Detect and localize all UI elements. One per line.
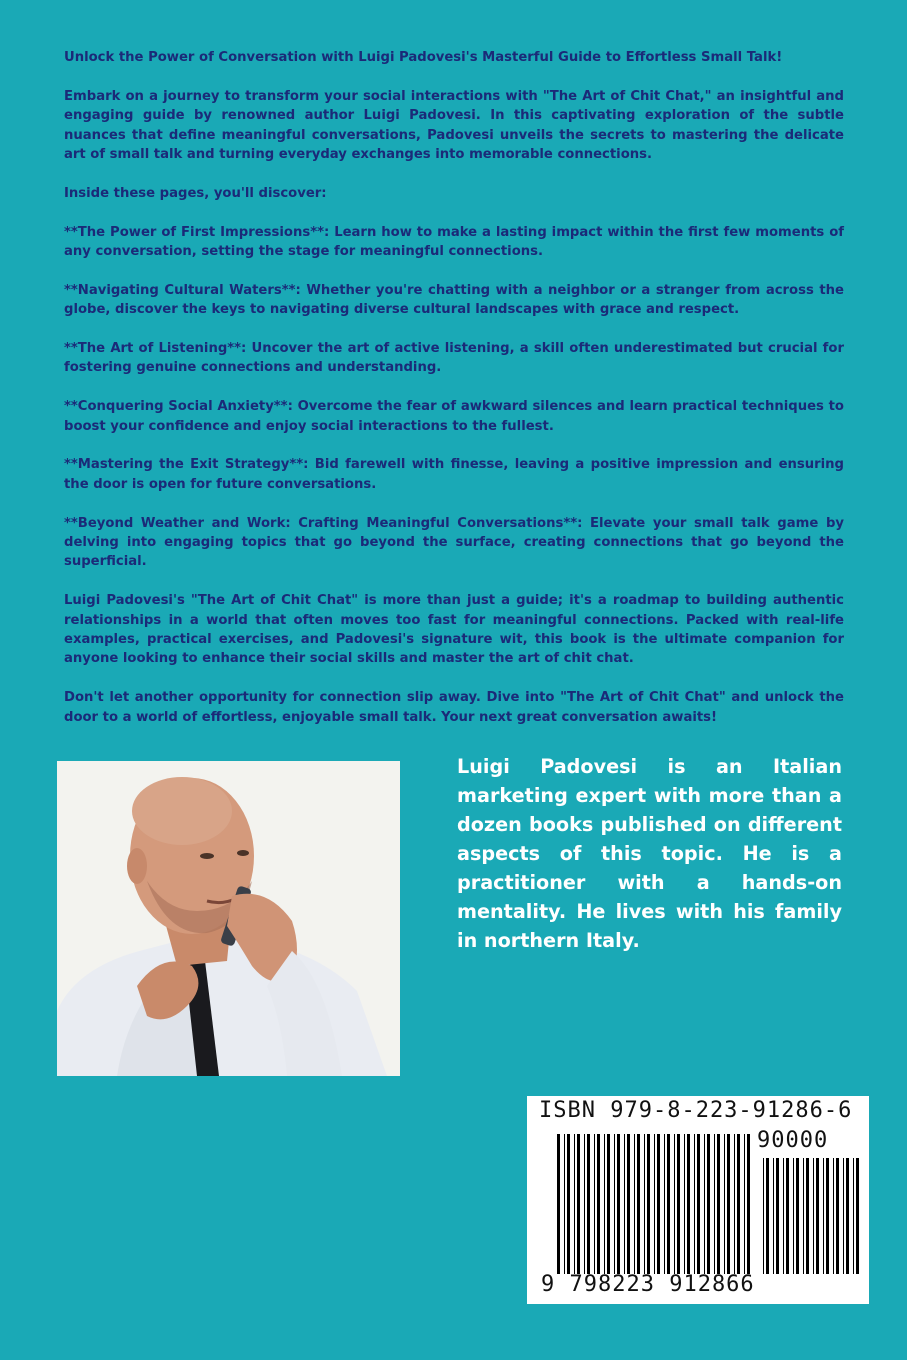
barcode-bar (734, 1134, 735, 1274)
barcode-bar (597, 1134, 600, 1274)
barcode-bar (714, 1134, 715, 1274)
ean-number: 9 798223 912866 (541, 1272, 755, 1297)
blurb-summary: Luigi Padovesi's "The Art of Chit Chat" is more than just a guide; it's a roadmap to building authentic relationships in a world that often moves too fast for meaningful connections. Packed with real-life examples, practical exercises, and Padovesi's signature wit, this book is the ultimate companion for anyone looking to enhance their social skills and master the art of chit chat. (64, 593, 844, 667)
barcode-bar (684, 1134, 685, 1274)
barcode-bar (697, 1134, 700, 1274)
blurb-point: **Mastering the Exit Strategy**: Bid farewell with finesse, leaving a positive impression and ensuring the door is open for future conversations. (64, 457, 844, 492)
barcode-bar (763, 1158, 764, 1274)
barcode-bar (747, 1134, 750, 1274)
barcode-bar (654, 1134, 655, 1274)
barcode-bar (737, 1134, 740, 1274)
blurb-point: **Navigating Cultural Waters**: Whether you're chatting with a neighbor or a stranger from across the globe, discover the keys to navigating diverse cultural landscapes with grace and respect. (64, 282, 844, 318)
barcode-bar (816, 1158, 819, 1274)
blurb-closing: Don't let another opportunity for connection slip away. Dive into "The Art of Chit Chat" and unlock the door to a world of effortless, enjoyable small talk. Your next great conversation awaits! (64, 690, 844, 725)
barcode-bar (574, 1134, 575, 1274)
barcode-bar (627, 1134, 630, 1274)
blurb-inside: Inside these pages, you'll discover: (64, 185, 327, 201)
barcode-bar (717, 1134, 720, 1274)
barcode-bar (796, 1158, 799, 1274)
barcode-bar (687, 1134, 690, 1274)
barcode-bar (786, 1158, 789, 1274)
barcode-bar (644, 1134, 645, 1274)
barcode-bar (604, 1134, 605, 1274)
barcode-bar (773, 1158, 774, 1274)
barcode-bar (813, 1158, 814, 1274)
blurb-point: **The Power of First Impressions**: Learn how to make a lasting impact within the first few moments of any conversation, setting the stage for meaningful connections. (64, 224, 844, 260)
barcode-bar (803, 1158, 804, 1274)
barcode-bar (823, 1158, 824, 1274)
blurb-point: **The Art of Listening**: Uncover the art of active listening, a skill often underestimated but crucial for fostering genuine connections and understanding. (64, 341, 844, 376)
isbn-barcode (527, 1096, 869, 1304)
barcode-bar (594, 1134, 595, 1274)
barcode-bar (614, 1134, 615, 1274)
barcode-bar (826, 1158, 829, 1274)
barcode-bar (567, 1134, 570, 1274)
barcode-bar (846, 1158, 849, 1274)
barcode-bar (724, 1134, 725, 1274)
barcode-bar (793, 1158, 794, 1274)
author-photo-illustration (57, 761, 400, 1076)
barcode-bar (856, 1158, 859, 1274)
barcode-bar (647, 1134, 650, 1274)
barcode-bar (624, 1134, 625, 1274)
barcode-bar (667, 1134, 670, 1274)
barcode-bar (833, 1158, 834, 1274)
barcode-bar (853, 1158, 854, 1274)
barcode-bar (836, 1158, 839, 1274)
blurb-intro: Embark on a journey to transform your social interactions with "The Art of Chit Chat," an insightful and engaging guide by renowned author Luigi Padovesi. In this captivating exploration of the subtle nuances that define meaningful conversations, Padovesi unveils the secrets to mastering the delicate art of small talk and turning everyday exchanges into memorable connections. (64, 88, 844, 163)
barcode-bar (557, 1134, 560, 1274)
barcode-bar (664, 1134, 665, 1274)
blurb-point: **Beyond Weather and Work: Crafting Meaningful Conversations**: Elevate your small talk game by delving into engaging topics that go beyond the surface, creating connections that go beyond the superficial. (64, 515, 844, 570)
barcode-bar (783, 1158, 784, 1274)
blurb-point: **Conquering Social Anxiety**: Overcome the fear of awkward silences and learn practical techniques to boost your confidence and enjoy social interactions to the fullest. (64, 399, 844, 434)
barcode-bar (806, 1158, 809, 1274)
barcode-bar (766, 1158, 769, 1274)
back-cover-blurb (64, 48, 844, 746)
barcode-bar (694, 1134, 695, 1274)
barcode-bar (674, 1134, 675, 1274)
blurb-headline: Unlock the Power of Conversation with Luigi Padovesi's Masterful Guide to Effortless Small Talk! (64, 50, 783, 65)
barcode-bar (727, 1134, 730, 1274)
isbn-label: ISBN 979-8-223-91286-6 (539, 1098, 853, 1123)
author-photo (57, 761, 400, 1076)
barcode-bar (776, 1158, 779, 1274)
barcode-bar (637, 1134, 640, 1274)
barcode-bar (843, 1158, 844, 1274)
barcode-bar (564, 1134, 565, 1274)
barcode-bar (634, 1134, 635, 1274)
barcode-bar (677, 1134, 680, 1274)
author-bio: Luigi Padovesi is an Italian marketing expert with more than a dozen books published on different aspects of this topic. He is a practitioner with a hands-on mentality. He lives with his family in northern Italy. (457, 755, 842, 952)
barcode-bar (587, 1134, 590, 1274)
barcode-bar (577, 1134, 580, 1274)
barcode-bar (744, 1134, 745, 1274)
barcode-bar (617, 1134, 620, 1274)
barcode-bar (707, 1134, 710, 1274)
barcode-bar (657, 1134, 660, 1274)
barcode-bar (584, 1134, 585, 1274)
price-code: 90000 (757, 1128, 829, 1153)
barcode-bar (607, 1134, 610, 1274)
barcode-bar (704, 1134, 705, 1274)
